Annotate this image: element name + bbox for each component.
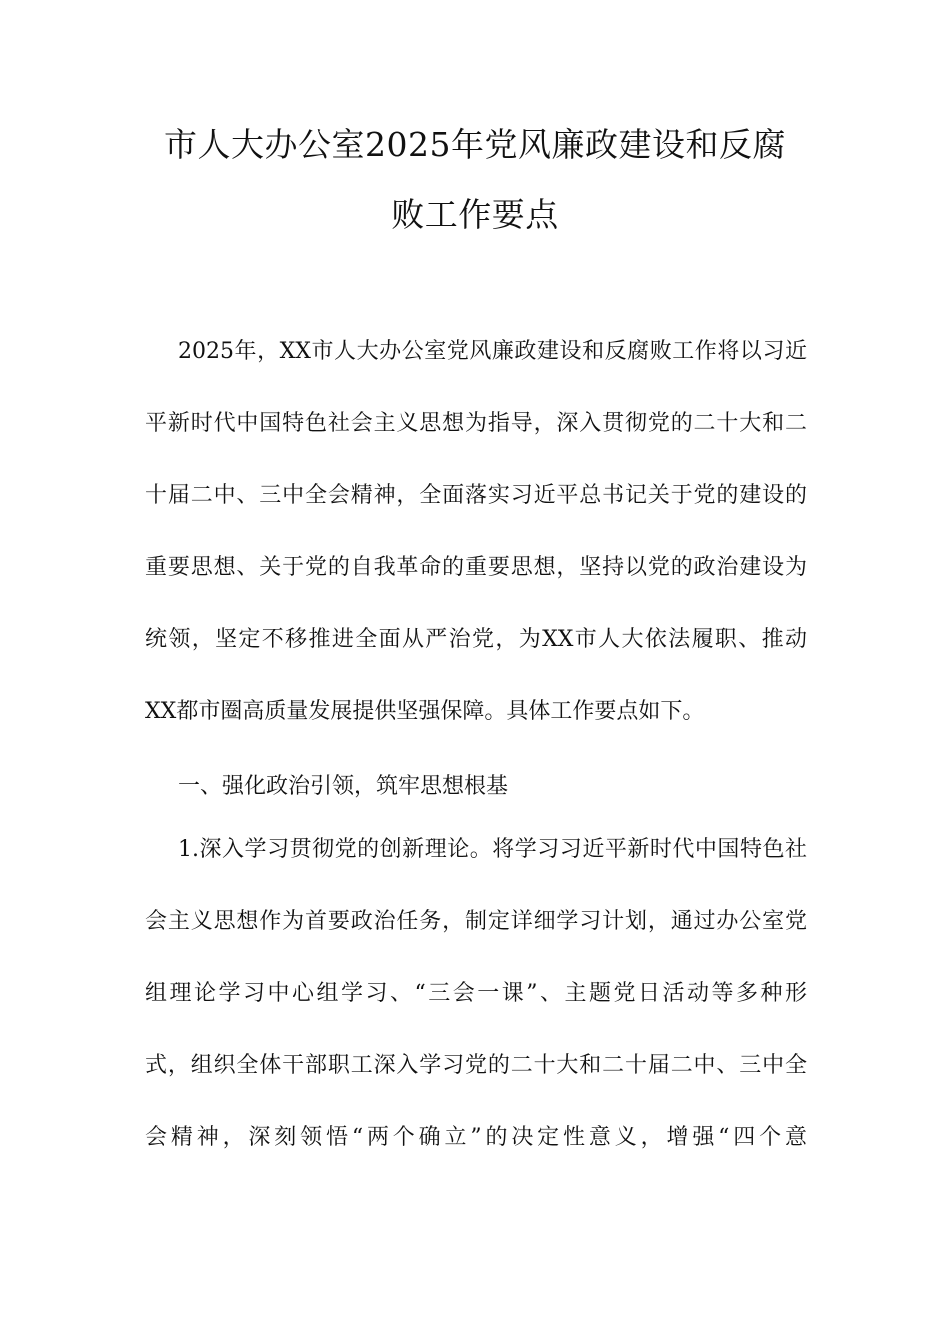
intro-paragraph-line-4: 重要思想、关于党的自我革命的重要思想，坚持以党的政治建设为 xyxy=(145,555,807,580)
section-heading-1: 一、强化政治引领，筑牢思想根基 xyxy=(178,774,509,799)
item-1-line-3: 组理论学习中心组学习、“三会一课”、主题党日活动等多种形 xyxy=(145,981,807,1006)
intro-paragraph-line-1: 2025年，XX市人大办公室党风廉政建设和反腐败工作将以习近 xyxy=(178,339,807,364)
document-title-line-1: 市人大办公室2025年党风廉政建设和反腐 xyxy=(164,125,786,164)
intro-paragraph-line-2: 平新时代中国特色社会主义思想为指导，深入贯彻党的二十大和二 xyxy=(145,411,807,436)
item-1-line-2: 会主义思想作为首要政治任务，制定详细学习计划，通过办公室党 xyxy=(145,909,807,934)
intro-paragraph-line-3: 十届二中、三中全会精神，全面落实习近平总书记关于党的建设的 xyxy=(145,483,807,508)
item-1-line-5: 会精神，深刻领悟“两个确立”的决定性意义，增强“四个意 xyxy=(145,1125,807,1150)
item-1-line-4: 式，组织全体干部职工深入学习党的二十大和二十届二中、三中全 xyxy=(145,1053,807,1078)
intro-paragraph-line-5: 统领，坚定不移推进全面从严治党，为XX市人大依法履职、推动 xyxy=(145,627,807,652)
item-1-line-1: 1.深入学习贯彻党的创新理论。将学习习近平新时代中国特色社 xyxy=(178,837,807,862)
document-title-line-2: 败工作要点 xyxy=(391,195,559,234)
intro-paragraph-line-6: XX都市圈高质量发展提供坚强保障。具体工作要点如下。 xyxy=(145,699,705,724)
